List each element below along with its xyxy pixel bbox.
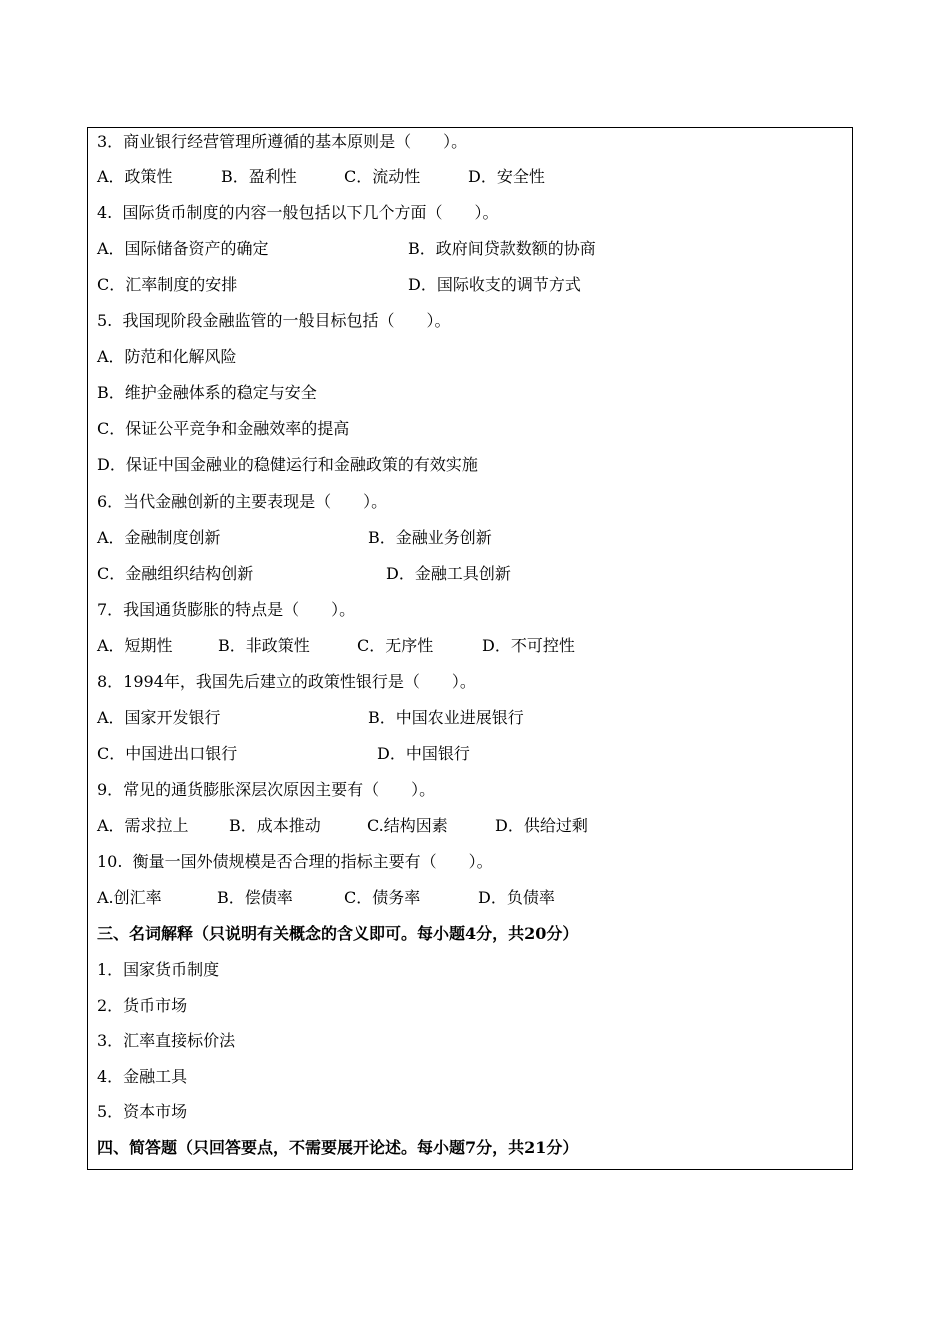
question-4-option-b: B．政府间贷款数额的协商	[408, 239, 596, 258]
term-item-2: 2．货币市场	[97, 996, 188, 1015]
question-10-option-a: A.创汇率	[97, 888, 162, 907]
question-3-option-b: B．盈利性	[221, 167, 297, 186]
question-10-stem: 10. 衡量一国外债规模是否合理的指标主要有（ ）。	[97, 852, 493, 871]
question-8-option-b: B．中国农业进展银行	[368, 708, 524, 727]
question-7-option-d: D．不可控性	[482, 636, 575, 655]
question-5-stem: 5. 我国现阶段金融监管的一般目标包括（ ）。	[97, 311, 451, 330]
question-10-option-c: C．债务率	[344, 888, 421, 907]
question-7-option-b: B．非政策性	[218, 636, 310, 655]
question-7-option-c: C．无序性	[357, 636, 434, 655]
question-7-option-a: A．短期性	[97, 636, 173, 655]
question-8-option-d: D．中国银行	[377, 744, 470, 763]
term-item-1: 1．国家货币制度	[97, 960, 220, 979]
term-item-4: 4．金融工具	[97, 1067, 188, 1086]
question-6-option-c: C．金融组织结构创新	[97, 564, 254, 583]
question-6-option-a: A．金融制度创新	[97, 528, 221, 547]
question-3-option-a: A．政策性	[97, 167, 173, 186]
question-3-option-c: C．流动性	[344, 167, 421, 186]
question-6-stem: 6．当代金融创新的主要表现是（ ）。	[97, 492, 388, 511]
question-5-option-d: D．保证中国金融业的稳健运行和金融政策的有效实施	[97, 455, 478, 474]
question-4-option-a: A．国际储备资产的确定	[97, 239, 269, 258]
section-4-heading: 四、简答题（只回答要点，不需要展开论述。每小题7分，共21分）	[97, 1138, 579, 1157]
question-9-stem: 9．常见的通货膨胀深层次原因主要有（ ）。	[97, 780, 436, 799]
question-5-option-b: B．维护金融体系的稳定与安全	[97, 383, 317, 402]
question-4-stem: 4. 国际货币制度的内容一般包括以下几个方面（ ）。	[97, 203, 499, 222]
section-3-heading: 三、名词解释（只说明有关概念的含义即可。每小题4分，共20分）	[97, 924, 579, 943]
question-9-option-d: D．供给过剩	[495, 816, 588, 835]
question-8-option-a: A．国家开发银行	[97, 708, 221, 727]
question-5-option-c: C．保证公平竞争和金融效率的提高	[97, 419, 350, 438]
term-item-5: 5．资本市场	[97, 1102, 188, 1121]
question-9-option-a: A．需求拉上	[97, 816, 189, 835]
question-6-option-d: D．金融工具创新	[386, 564, 511, 583]
question-6-option-b: B．金融业务创新	[368, 528, 492, 547]
question-10-option-b: B．偿债率	[217, 888, 293, 907]
question-7-stem: 7．我国通货膨胀的特点是（ ）。	[97, 600, 356, 619]
question-4-option-c: C．汇率制度的安排	[97, 275, 238, 294]
question-9-option-b: B．成本推动	[229, 816, 321, 835]
question-8-stem: 8．1994年，我国先后建立的政策性银行是（ ）。	[97, 672, 476, 691]
question-5-option-a: A．防范和化解风险	[97, 347, 237, 366]
question-9-option-c: C.结构因素	[367, 816, 448, 835]
question-4-option-d: D．国际收支的调节方式	[408, 275, 581, 294]
question-3-option-d: D．安全性	[468, 167, 545, 186]
question-8-option-c: C．中国进出口银行	[97, 744, 238, 763]
term-item-3: 3．汇率直接标价法	[97, 1031, 236, 1050]
question-3-stem: 3．商业银行经营管理所遵循的基本原则是（ ）。	[97, 132, 468, 151]
question-10-option-d: D．负债率	[478, 888, 555, 907]
